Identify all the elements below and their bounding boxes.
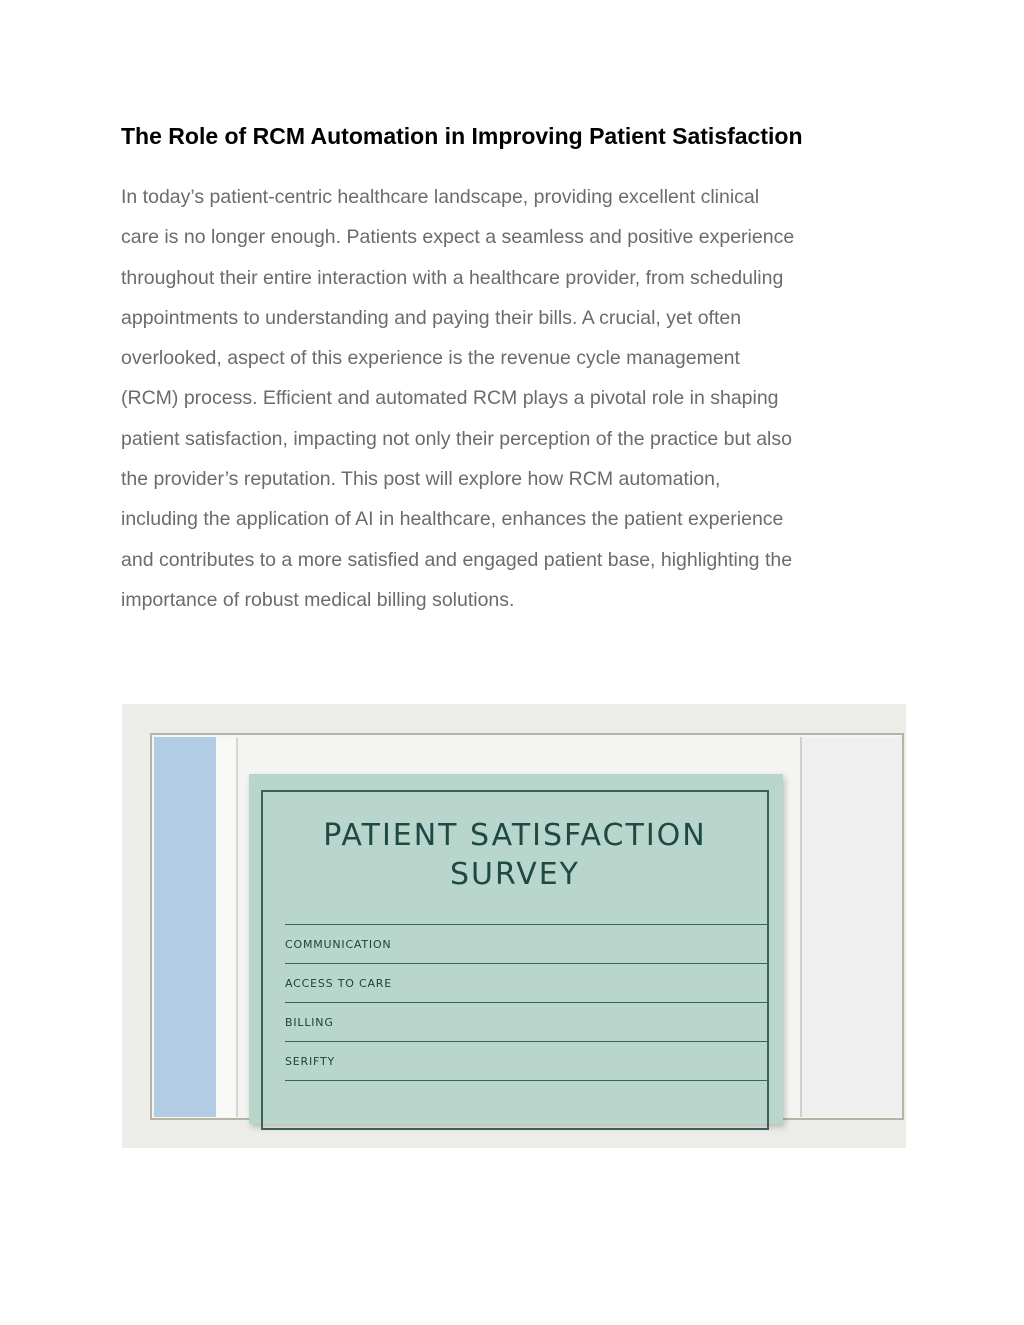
survey-row	[285, 1003, 769, 1042]
survey-row	[285, 925, 769, 964]
intro-line: the provider’s reputation. This post will explore how RCM automation,	[121, 468, 721, 491]
survey-card-border	[261, 790, 769, 1130]
survey-row	[285, 964, 769, 1003]
blue-panel	[154, 737, 216, 1117]
page-title: The Role of RCM Automation in Improving Patient Satisfaction	[121, 123, 803, 149]
intro-line: throughout their entire interaction with a healthcare provider, from scheduling	[121, 266, 784, 289]
intro-line: care is no longer enough. Patients expect a seamless and positive experience	[121, 226, 795, 249]
intro-line: and contributes to a more satisfied and engaged patient base, highlighting the	[121, 548, 793, 571]
survey-title	[263, 816, 767, 894]
intro-line: overlooked, aspect of this experience is the revenue cycle management	[121, 347, 740, 370]
intro-line: patient satisfaction, impacting not only their perception of the practice but also	[121, 427, 792, 450]
white-panel	[216, 737, 238, 1117]
survey-title-line: SURVEY	[449, 857, 580, 892]
intro-line: appointments to understanding and paying their bills. A crucial, yet often	[121, 306, 742, 329]
intro-line: (RCM) process. Efficient and automated RCM plays a pivotal role in shaping	[121, 387, 779, 410]
survey-list	[285, 924, 769, 1081]
survey-photo	[122, 704, 906, 1148]
intro-line: In today’s patient-centric healthcare landscape, providing excellent clinical	[121, 186, 760, 208]
survey-row-label: BILLING	[285, 1016, 334, 1029]
survey-row-label: SERIFTY	[285, 1055, 335, 1068]
intro-line: importance of robust medical billing solutions.	[121, 588, 515, 611]
survey-row	[285, 1042, 769, 1081]
intro-line: including the application of AI in healthcare, enhances the patient experience	[121, 508, 784, 531]
survey-row-label: COMMUNICATION	[285, 938, 392, 951]
survey-row-label: ACCESS TO CARE	[285, 977, 392, 990]
survey-title-line: PATIENT SATISFACTION	[323, 818, 707, 853]
survey-card	[249, 774, 783, 1124]
intro-paragraph	[121, 177, 921, 620]
right-panel	[800, 737, 902, 1117]
